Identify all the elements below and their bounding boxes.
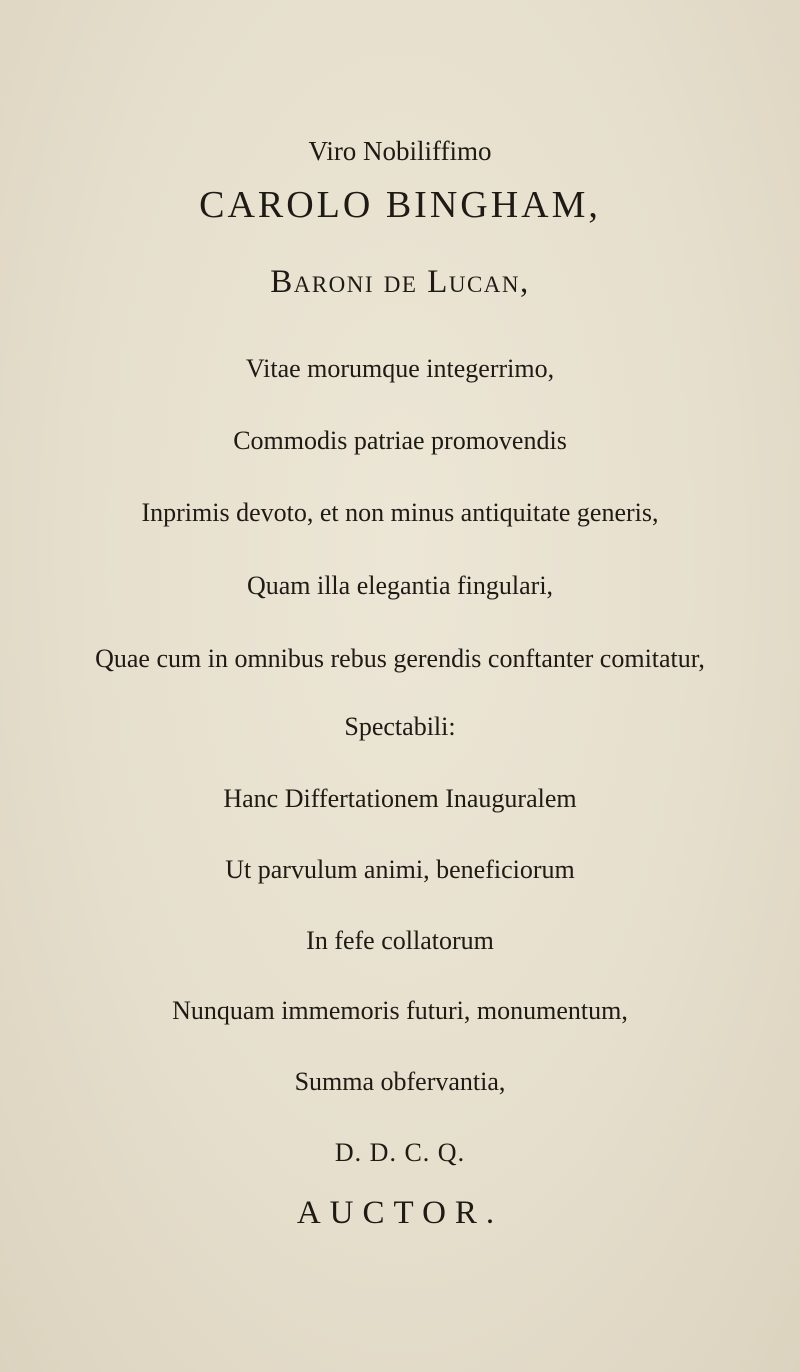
dedication-line-vitae: Vitae morumque integerrimo, — [245, 354, 555, 383]
dedication-line-nunquam: Nunquam immemoris futuri, monumentum, — [172, 996, 628, 1025]
dedication-title-baroni: Baroni de Lucan, — [270, 264, 530, 300]
dedication-line-viro: Viro Nobiliffimo — [308, 136, 492, 166]
dedication-line-ut: Ut parvulum animi, beneficiorum — [225, 855, 575, 884]
dedication-line-quae: Quae cum in omnibus rebus gerendis conftanter comitatur, — [95, 644, 705, 673]
dedication-line-commodis: Commodis patriae promovendis — [233, 426, 567, 455]
dedication-line-quam: Quam illa elegantia fingulari, — [246, 571, 554, 600]
dedication-name-carolo-bingham: CAROLO BINGHAM, — [199, 184, 601, 226]
dedication-formula-ddcq: D. D. C. Q. — [334, 1138, 466, 1167]
dedication-line-spectabili: Spectabili: — [344, 712, 456, 741]
dedication-signature-auctor: AUCTOR. — [296, 1195, 504, 1231]
dedication-line-hanc: Hanc Differtationem Inauguralem — [223, 784, 577, 813]
dedication-line-in: In fefe collatorum — [306, 926, 494, 955]
dedication-line-inprimis: Inprimis devoto, et non minus antiquitate generis, — [141, 498, 659, 527]
dedication-line-summa: Summa obfervantia, — [294, 1067, 506, 1096]
